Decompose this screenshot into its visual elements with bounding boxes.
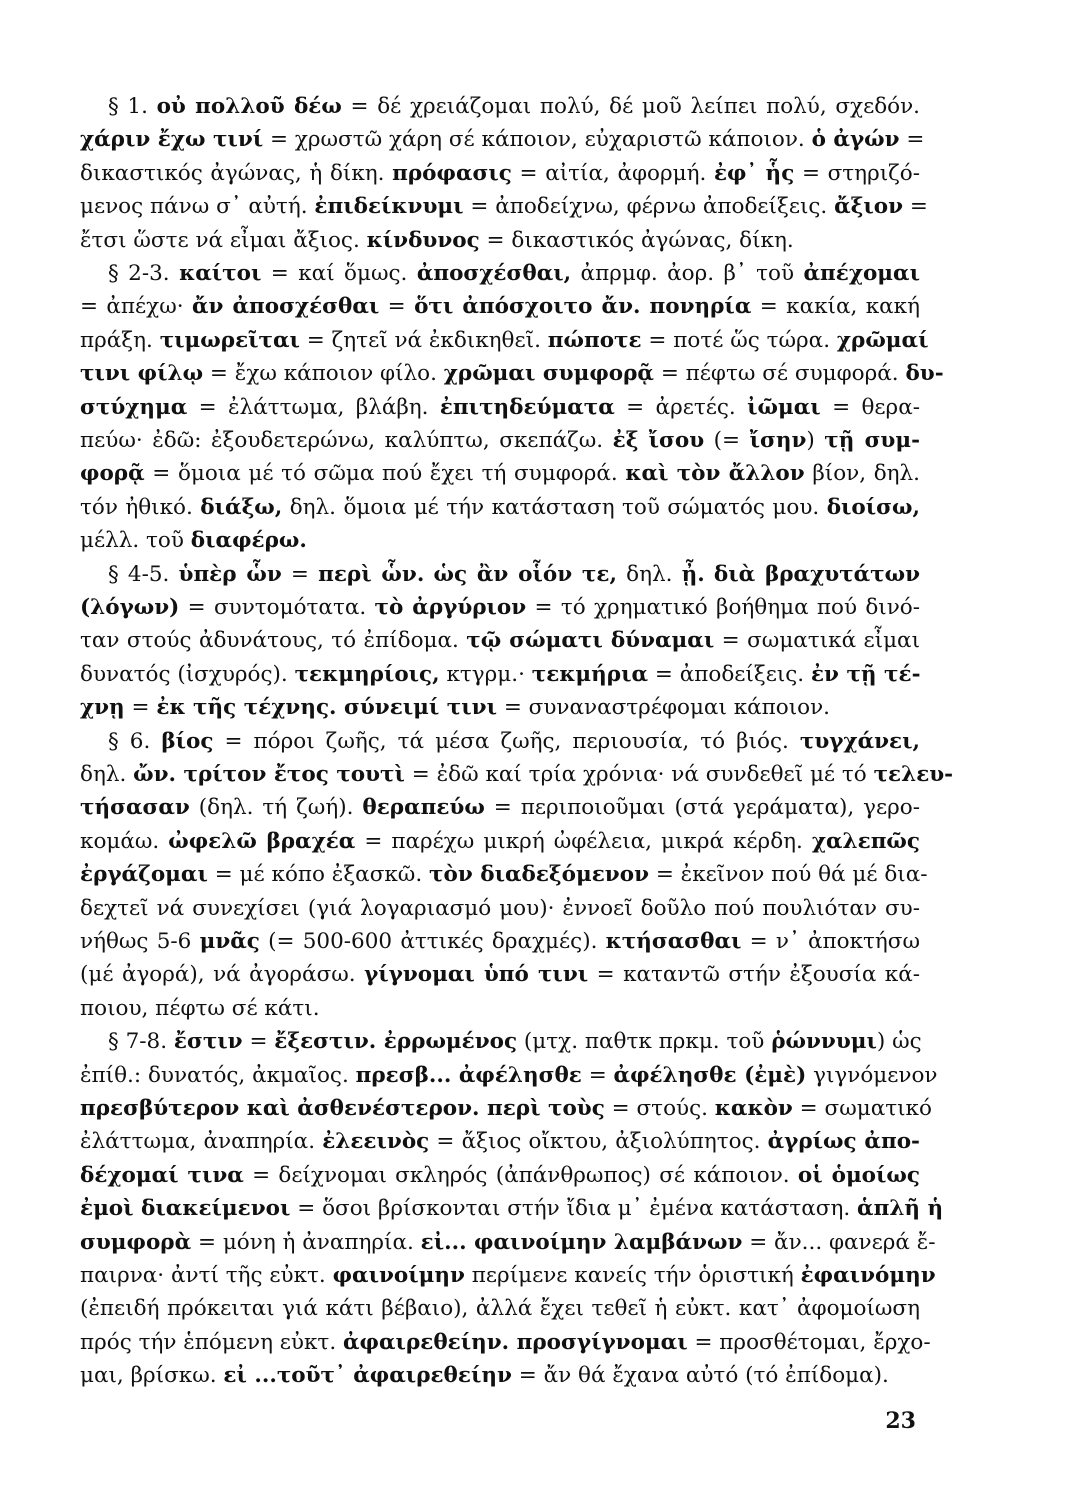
- text-run: = καί ὅμως.: [261, 261, 417, 286]
- bold-term: οὐ πολλοῦ δέω: [156, 94, 342, 119]
- text-line: [108, 1027, 920, 1057]
- text-run: νήθως 5-6: [80, 929, 200, 954]
- bold-term: χρῶμαί: [836, 327, 929, 353]
- text-run: = συντομότατα.: [179, 595, 375, 620]
- text-line: [80, 159, 920, 189]
- bold-term: ὤν. τρίτον ἔτος τουτὶ: [133, 762, 405, 787]
- text-run: βίον, δηλ.: [804, 461, 920, 487]
- bold-term: οἱ ὁμοίως: [797, 1162, 920, 1188]
- bold-term: ὡς ἂν οἷόν τε,: [433, 561, 617, 587]
- text-run: (ἐπειδή πρόκειται γιά κάτι βέβαιο), ἀλλά ἔχει τεθεῖ ἡ εὐκτ. κατ᾽ ἀφομοίωση: [80, 1296, 920, 1322]
- text-run: § 4-5.: [108, 561, 179, 587]
- text-run: = ὅσοι βρίσκονται στήν ἴδια μ᾽ ἐμένα κατάσταση.: [290, 1196, 858, 1222]
- text-run: = προσθέτομαι, ἔρχο-: [687, 1329, 931, 1355]
- text-line: [80, 793, 920, 823]
- bold-term: τιμωρεῖται: [159, 327, 300, 353]
- text-run: = δέ χρειάζομαι πολύ, δέ μοῦ λείπει πολύ, σχεδόν.: [341, 94, 920, 119]
- bold-term: στύχημα: [80, 394, 188, 420]
- text-run: = κακία, κακή: [751, 294, 920, 320]
- bold-term: διάξω,: [200, 494, 283, 520]
- text-run: πρός τήν ἑπόμενη εὐκτ.: [80, 1329, 343, 1355]
- bold-term: ἐφαινόμην: [800, 1263, 936, 1288]
- bold-term: ὑπὲρ ὧν: [178, 561, 282, 587]
- bold-term: καὶ τὸν ἄλλον: [625, 461, 805, 487]
- text-run: = ἐδῶ καί τρία χρόνια· νά συνδεθεῖ μέ τό: [404, 762, 874, 787]
- bold-term: ἀφέλησθε (ἐμὲ): [613, 1062, 807, 1088]
- text-run: τόν ἠθικό.: [80, 494, 201, 520]
- bold-term: φορᾷ: [80, 461, 145, 487]
- bold-term: ἐφ᾽ ἧς: [713, 160, 795, 186]
- bold-term: πώποτε: [547, 327, 642, 353]
- text-line: [80, 960, 920, 990]
- bold-term: πρόφασις: [392, 160, 512, 186]
- text-run: =: [124, 695, 157, 721]
- text-run: = σωματικό: [792, 1096, 932, 1121]
- text-line: [80, 426, 920, 456]
- bold-term: τελευ-: [873, 762, 954, 787]
- text-line: [80, 292, 920, 322]
- bold-term: ἐξ ἴσου: [612, 428, 705, 453]
- text-run: = αἰτία, ἀφορμή.: [511, 160, 714, 186]
- text-run: =: [379, 294, 415, 320]
- bold-term: δυ-: [905, 361, 944, 387]
- text-run: = πόροι ζωῆς, τά μέσα ζωῆς, περιουσία, τό βιός.: [213, 728, 800, 754]
- text-run: = μέ κόπο ἐξασκῶ.: [207, 862, 430, 888]
- text-run: (= 500-600 ἀττικές δραχμές).: [259, 929, 606, 954]
- bold-term: ἔξεστιν. ἐρρωμένος: [274, 1029, 518, 1055]
- bold-term: φαινοίμην: [332, 1263, 465, 1288]
- bold-term: τὸ ἀργύριον: [374, 595, 527, 620]
- bold-term: ἰῶμαι: [747, 394, 821, 420]
- bold-term: ᾖ.: [681, 561, 705, 587]
- bold-term: ἐλεεινὸς: [322, 1129, 430, 1155]
- text-run: = ζητεῖ νά ἐκδικηθεῖ.: [299, 327, 548, 353]
- bold-term: ἄν ἀποσχέσθαι: [191, 294, 380, 320]
- bold-term: ὅτι ἀπόσχοιτο ἄν. πονηρία: [414, 294, 752, 320]
- text-run: = ἀποδείχνω, φέρνω ἀποδείξεις.: [463, 194, 835, 220]
- text-run: = ποτέ ὥς τώρα.: [641, 327, 837, 353]
- text-run: § 6.: [108, 728, 162, 754]
- text-line: [80, 359, 944, 389]
- bold-term: ἀγρίως ἀπο-: [767, 1129, 920, 1155]
- bold-term: ἐν τῇ τέ-: [810, 661, 921, 687]
- text-run: μαι, βρίσκω.: [80, 1363, 224, 1389]
- text-line: [80, 1061, 938, 1091]
- text-run: (μτχ. παθτκ πρκμ. τοῦ: [517, 1029, 772, 1055]
- bold-term: ἐμοὶ διακείμενοι: [80, 1196, 291, 1222]
- text-line: [80, 1328, 931, 1358]
- text-run: μέλλ. τοῦ: [80, 528, 191, 554]
- text-run: δηλ.: [80, 762, 134, 787]
- bold-term: ἐπιδείκνυμι: [314, 194, 464, 220]
- text-line: [80, 827, 920, 857]
- text-run: = μόνη ἡ ἀναπηρία.: [191, 1229, 421, 1255]
- text-run: =: [581, 1062, 614, 1088]
- bold-term: κτήσασθαι: [605, 929, 742, 954]
- text-line: [80, 1228, 936, 1258]
- text-run: περίμενε κανείς τήν ὁριστική: [464, 1263, 801, 1288]
- bold-term: χνῃ: [80, 695, 125, 721]
- bold-term: ῥώννυμι: [771, 1029, 877, 1055]
- text-run: [705, 562, 714, 587]
- text-run: ποιου, πέφτω σέ κάτι.: [80, 995, 320, 1021]
- text-run: =: [242, 1029, 275, 1055]
- text-line: [80, 693, 920, 723]
- bold-term: ἐπιτηδεύματα: [439, 394, 615, 420]
- text-line: [80, 459, 920, 489]
- bold-term: χάριν ἔχω τινί: [80, 127, 264, 153]
- bold-term: εἰ ...τοῦτ᾽ ἀφαιρεθείην: [223, 1363, 512, 1389]
- text-run: δυνατός (ἰσχυρός).: [80, 661, 295, 687]
- text-run: ταν στούς ἀδυνάτους, τό ἐπίδομα.: [80, 628, 467, 654]
- text-run: § 7-8.: [108, 1029, 174, 1055]
- bold-term: εἰ... φαινοίμην λαμβάνων: [420, 1229, 743, 1255]
- text-line: [80, 1094, 932, 1124]
- text-run: = συναναστρέφομαι κάποιον.: [497, 695, 831, 721]
- text-run: = ὅμοια μέ τό σῶμα πού ἔχει τή συμφορά.: [144, 461, 626, 487]
- text-line: [80, 1161, 920, 1191]
- bold-term: χρῶμαι συμφορᾷ: [443, 361, 654, 387]
- text-run: κτγρμ.·: [439, 661, 532, 687]
- text-line: [80, 1194, 944, 1224]
- text-run: (μέ ἀγορά), νά ἀγοράσω.: [80, 962, 365, 988]
- text-run: = ν᾽ ἀποκτήσω: [741, 929, 920, 954]
- bold-term: μνᾶς: [199, 929, 260, 954]
- text-run: = ἐκεῖνον πού θά μέ δια-: [648, 862, 928, 888]
- bold-term: (λόγων): [80, 595, 180, 620]
- text-line: [80, 927, 920, 957]
- bold-term: ὠφελῶ βραχέα: [168, 828, 356, 854]
- text-line: [80, 526, 920, 556]
- bold-term: περὶ ὧν.: [318, 561, 425, 587]
- bold-term: ὁ ἀγών: [811, 127, 900, 153]
- text-run: = ἀπέχω·: [80, 294, 192, 320]
- bold-term: δέχομαί τινα: [80, 1162, 244, 1188]
- text-line: [108, 259, 920, 289]
- text-run: = ἄξιος οἴκτου, ἀξιολύπητος.: [429, 1129, 768, 1155]
- text-run: = ἀποδείξεις.: [648, 661, 811, 687]
- text-run: = περιποιοῦμαι (στά γεράματα), γερο-: [484, 795, 920, 821]
- text-run: § 1.: [108, 94, 157, 119]
- text-run: δικαστικός ἀγώνας, ἡ δίκη.: [80, 160, 393, 186]
- bold-term: ἐκ τῆς τέχνης. σύνειμί τινι: [156, 695, 497, 721]
- text-run: = δικαστικός ἀγώνας, δίκη.: [479, 227, 794, 253]
- text-run: = χρωστῶ χάρη σέ κάποιον, εὐχαριστῶ κάποιον.: [263, 127, 812, 153]
- text-run: § 2-3.: [108, 261, 180, 286]
- bold-term: ἀποσχέσθαι,: [416, 261, 572, 286]
- bold-term: τὸν διαδεξόμενον: [429, 862, 649, 888]
- text-line: [108, 560, 920, 590]
- text-run: ἀπρμφ. ἀορ. β᾽ τοῦ: [571, 261, 804, 286]
- bold-term: ἀφαιρεθείην. προσγίγνομαι: [343, 1329, 688, 1355]
- text-run: δηλ.: [616, 561, 682, 587]
- text-line: [80, 760, 954, 790]
- bold-term: τῇ συμ-: [824, 428, 920, 453]
- bold-term: τεκμηρίοις,: [294, 661, 440, 687]
- text-line: [80, 593, 920, 623]
- bold-term: τῷ σώματι δύναμαι: [466, 628, 715, 654]
- text-run: πεύω· ἐδῶ: ἐξουδετερώνω, καλύπτω, σκεπάζω.: [80, 428, 613, 453]
- bold-term: διὰ βραχυτάτων: [713, 561, 921, 587]
- bold-term: ἄξιον: [834, 194, 904, 220]
- bold-term: πρεσβύτερον καὶ ἀσθενέστερον. περὶ τοὺς: [80, 1096, 605, 1121]
- bold-term: διοίσω,: [826, 494, 920, 520]
- text-line: [108, 92, 920, 122]
- text-run: ἐλάττωμα, ἀναπηρία.: [80, 1129, 323, 1155]
- text-line: [80, 493, 920, 523]
- text-run: = στούς.: [604, 1096, 715, 1121]
- bold-term: διαφέρω.: [190, 528, 307, 554]
- text-run: = παρέχω μικρή ὠφέλεια, μικρά κέρδη.: [355, 828, 812, 854]
- text-run: = πέφτω σέ συμφορά.: [653, 361, 906, 387]
- text-run: πράξη.: [80, 327, 160, 353]
- text-run: = στηριζό-: [794, 160, 920, 186]
- bold-term: ἀπέχομαι: [803, 261, 920, 286]
- text-run: ἔτσι ὥστε νά εἶμαι ἄξιος.: [80, 227, 367, 253]
- text-line: [80, 1361, 920, 1391]
- text-line: [80, 626, 920, 656]
- text-line: [80, 660, 920, 690]
- bold-term: τινι φίλῳ: [80, 361, 204, 387]
- bold-term: τεκμήρια: [531, 661, 649, 687]
- text-run: = ἐλάττωμα, βλάβη.: [187, 394, 440, 420]
- text-line: [80, 226, 920, 256]
- text-run: (δηλ. τή ζωή).: [189, 795, 363, 821]
- text-run: = ἄν θά ἔχανα αὐτό (τό ἐπίδομα).: [511, 1363, 889, 1389]
- bold-term: πρεσβ... ἀφέλησθε: [355, 1062, 582, 1088]
- text-line: [80, 192, 928, 222]
- text-run: μενος πάνω σ᾽ αὐτή.: [80, 194, 315, 220]
- text-run: = δείχνομαι σκληρός (ἀπάνθρωπος) σέ κάποιον.: [243, 1162, 798, 1188]
- text-line: [108, 727, 920, 757]
- text-line: [80, 326, 929, 356]
- text-run: = θερα-: [820, 394, 920, 420]
- text-run: =: [281, 561, 319, 587]
- text-run: = καταντῶ στήν ἐξουσία κά-: [588, 962, 921, 988]
- text-run: δεχτεῖ νά συνεχίσει (γιά λογαριασμό μου)· ἐννοεῖ δοῦλο πού πουλιόταν συ-: [80, 895, 920, 921]
- text-line: [80, 860, 928, 890]
- bold-term: κακὸν: [714, 1096, 793, 1121]
- text-run: παιρνα· ἀντί τῆς εὐκτ.: [80, 1263, 333, 1288]
- text-run: ἐπίθ.: δυνατός, ἀκμαῖος.: [80, 1062, 356, 1088]
- text-run: (=: [704, 428, 750, 453]
- bold-term: χαλεπῶς: [811, 828, 920, 854]
- bold-term: ἴσην: [749, 428, 807, 453]
- text-run: = ἄν... φανερά ἔ-: [742, 1229, 936, 1255]
- text-run: = τό χρηματικό βοήθημα πού δινό-: [526, 595, 920, 620]
- text-run: =: [899, 127, 925, 153]
- text-run: γιγνόμενον: [806, 1062, 938, 1088]
- text-line: [80, 994, 920, 1024]
- page-number: 23: [885, 1408, 916, 1434]
- bold-term: τυγχάνει,: [799, 728, 920, 754]
- bold-term: ἁπλῆ ἡ: [857, 1196, 944, 1222]
- bold-term: τήσασαν: [80, 795, 190, 821]
- text-line: [80, 1261, 936, 1291]
- text-run: = ἀρετές.: [614, 394, 748, 420]
- bold-term: κίνδυνος: [366, 227, 480, 253]
- text-run: =: [903, 194, 928, 220]
- text-run: = ἔχω κάποιον φίλο.: [203, 361, 444, 387]
- bold-term: γίγνομαι ὑπό τινι: [364, 962, 589, 988]
- text-line: [80, 894, 920, 924]
- text-run: ): [806, 428, 825, 453]
- bold-term: καίτοι: [179, 261, 262, 286]
- text-line: [80, 125, 925, 155]
- text-run: = σωματικά εἶμαι: [714, 628, 920, 654]
- bold-term: βίος: [161, 728, 214, 754]
- text-run: ) ὡς: [876, 1029, 922, 1055]
- bold-term: θεραπεύω: [362, 795, 485, 821]
- text-line: [80, 1294, 920, 1324]
- text-run: δηλ. ὅμοια μέ τήν κατάσταση τοῦ σώματός μου.: [282, 494, 827, 520]
- bold-term: συμφορὰ: [80, 1229, 192, 1255]
- bold-term: ἐργάζομαι: [80, 862, 208, 888]
- text-line: [80, 1127, 920, 1157]
- text-run: κομάω.: [80, 828, 169, 854]
- bold-term: ἔστιν: [173, 1029, 243, 1055]
- text-line: [80, 393, 920, 423]
